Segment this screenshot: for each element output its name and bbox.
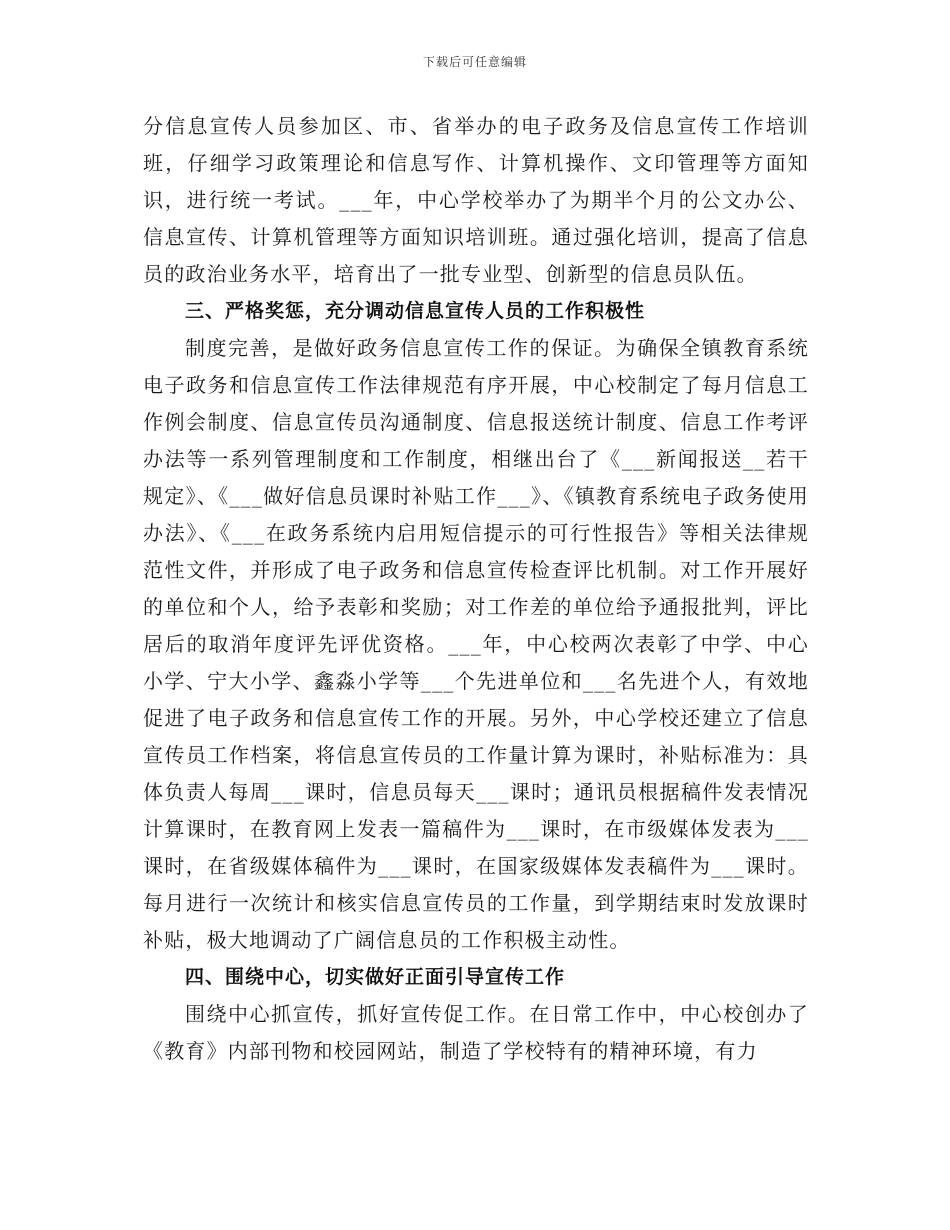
section-heading-3: 三、严格奖惩，充分调动信息宣传人员的工作积极性: [185, 300, 646, 322]
paragraph-rewards-system: 制度完善，是做好政务信息宣传工作的保证。为确保全镇教育系统电子政务和信息宣传工作法律规范有序开展，中心校制定了每月信息工作例会制度、信息宣传员沟通制度、信息报送统计制度、信息工作考评办法等一系列管理制度和工作制度，相继出台了《___新闻报送__若干规定》、《___做好信息员课时补贴工作___》、《镇教育系统电子政务使用办法》、《___在政务系统内启用短信提示的可行性报告》等相关法律规范性文件，并形成了电子政务和信息宣传检查评比机制。对工作开展好的单位和个人，给予表彰和奖励；对工作差的单位给予通报批判，评比居后的取消年度评先评优资格。___年，中心校两次表彰了中学、中心小学、宁大小学、鑫淼小学等___个先进单位和___名先进个人，有效地促进了电子政务和信息宣传工作的开展。另外，中心学校还建立了信息宣传员工作档案，将信息宣传员的工作量计算为课时，补贴标准为：具体负责人每周___课时，信息员每天___课时；通讯员根据稿件发表情况计算课时，在教育网上发表一篇稿件为___课时，在市级媒体发表为___课时，在省级媒体稿件为___课时，在国家级媒体发表稿件为___课时。每月进行一次统计和核实信息宣传员的工作量，到学期结束时发放课时补贴，极大地调动了广阔信息员的工作积极主动性。: [143, 336, 809, 952]
section-heading-4: 四、围绕中心，切实做好正面引导宣传工作: [185, 966, 566, 988]
paragraph-training: 分信息宣传人员参加区、市、省举办的电子政务及信息宣传工作培训班，仔细学习政策理论和信息写作、计算机操作、文印管理等方面知识，进行统一考试。___年，中心学校举办了为期半个月的公文办公、信息宣传、计算机管理等方面知识培训班。通过强化培训，提高了信息员的政治业务水平，培育出了一批专业型、创新型的信息员队伍。: [143, 114, 809, 286]
page-header-note: 下载后可任意编辑: [422, 55, 527, 69]
document-body: [143, 108, 809, 1070]
paragraph-publicity: 围绕中心抓宣传，抓好宣传促工作。在日常工作中，中心校创办了《教育》内部刊物和校园网站，制造了学校特有的精神环境，有力: [143, 1002, 809, 1063]
